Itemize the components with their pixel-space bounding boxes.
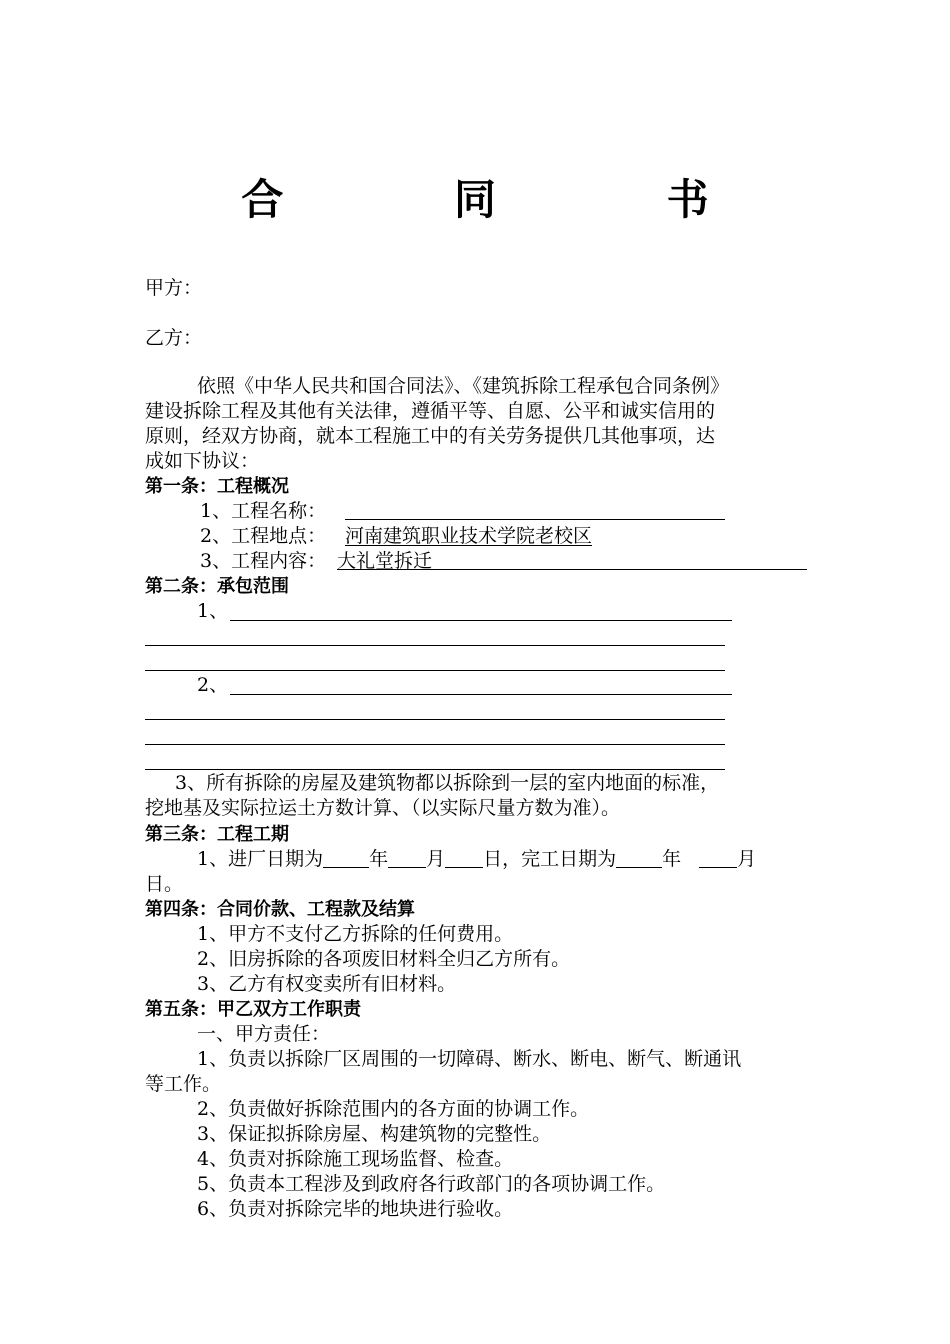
duty-item: 5、负责本工程涉及到政府各行政部门的各项协调工作。 (197, 1173, 666, 1195)
entry-year-blank (323, 847, 369, 868)
scope-blank-line (145, 719, 725, 720)
project-content-underline (337, 569, 807, 570)
payment-item: 2、旧房拆除的各项废旧材料全归乙方所有。 (197, 948, 571, 970)
scope-item1-blank (230, 620, 732, 621)
payment-item: 3、乙方有权变卖所有旧材料。 (197, 973, 457, 995)
scope-item2-blank (230, 694, 732, 695)
intro-line-2: 建设拆除工程及其他有关法律，遵循平等、自愿、公平和诚实信用的 (145, 400, 716, 422)
project-location-label: 2、工程地点： (200, 525, 327, 547)
article2-heading: 第二条：承包范围 (145, 576, 289, 597)
article3-heading: 第三条：工程工期 (145, 824, 289, 845)
scope-blank-line (145, 769, 725, 770)
completion-year-blank (616, 847, 662, 868)
entry-day-blank (445, 847, 483, 868)
scope-blank-line (145, 645, 725, 646)
document-title: 合 同 书 (241, 175, 787, 224)
project-location-value: 河南建筑职业技术学院老校区 (345, 525, 593, 547)
intro-line-1: 依照《中华人民共和国合同法》、《建筑拆除工程承包合同条例》 (197, 375, 730, 397)
duty-item: 6、负责对拆除完毕的地块进行验收。 (197, 1198, 514, 1220)
scope-item3-line-2: 挖地基及实际拉运土方数计算、（以实际尺量方数为准）。 (145, 797, 621, 819)
duty-item-1-line-2: 等工作。 (145, 1073, 222, 1095)
article1-heading: 第一条：工程概况 (145, 476, 289, 497)
entry-month-label: 月 (426, 848, 446, 870)
scope-item3-line-1: 3、所有拆除的房屋及建筑物都以拆除到一层的室内地面的标准， (175, 772, 720, 794)
entry-year-label: 年 (369, 848, 389, 870)
duty-item: 4、负责对拆除施工现场监督、检查。 (197, 1148, 514, 1170)
entry-month-blank (388, 847, 426, 868)
intro-line-3: 原则，经双方协商，就本工程施工中的有关劳务提供几其他事项，达 (145, 425, 716, 447)
project-content-label: 3、工程内容： (200, 550, 327, 572)
party-a-duties-heading: 一、甲方责任： (197, 1023, 331, 1045)
project-name-blank (345, 519, 725, 520)
schedule-line (197, 847, 756, 872)
completion-month-blank (699, 847, 737, 868)
entry-date-label: 1、进厂日期为 (197, 848, 324, 870)
completion-date-label: 日，完工日期为 (483, 848, 617, 870)
completion-month-label: 月 (737, 848, 757, 870)
payment-item: 1、甲方不支付乙方拆除的任何费用。 (197, 923, 514, 945)
completion-year-label: 年 (662, 848, 682, 870)
completion-day-label: 日。 (145, 873, 184, 895)
article5-heading: 第五条：甲乙双方工作职责 (145, 999, 361, 1020)
article4-heading: 第四条：合同价款、工程款及结算 (145, 899, 415, 920)
scope-blank-line (145, 670, 725, 671)
duty-item: 2、负责做好拆除范围内的各方面的协调工作。 (197, 1098, 590, 1120)
project-name-label: 1、工程名称： (200, 500, 327, 522)
duty-item-1-line-1: 1、负责以拆除厂区周围的一切障碍、断水、断电、断气、断通讯 (197, 1048, 742, 1070)
scope-blank-line (145, 744, 725, 745)
party-a-label: 甲方： (145, 277, 203, 299)
project-content-value: 大礼堂拆迁 (337, 550, 433, 572)
intro-line-4: 成如下协议： (145, 450, 260, 472)
scope-item1-label: 1、 (197, 600, 229, 622)
party-b-label: 乙方： (145, 327, 203, 349)
scope-item2-label: 2、 (197, 674, 229, 696)
duty-item: 3、保证拟拆除房屋、构建筑物的完整性。 (197, 1123, 552, 1145)
